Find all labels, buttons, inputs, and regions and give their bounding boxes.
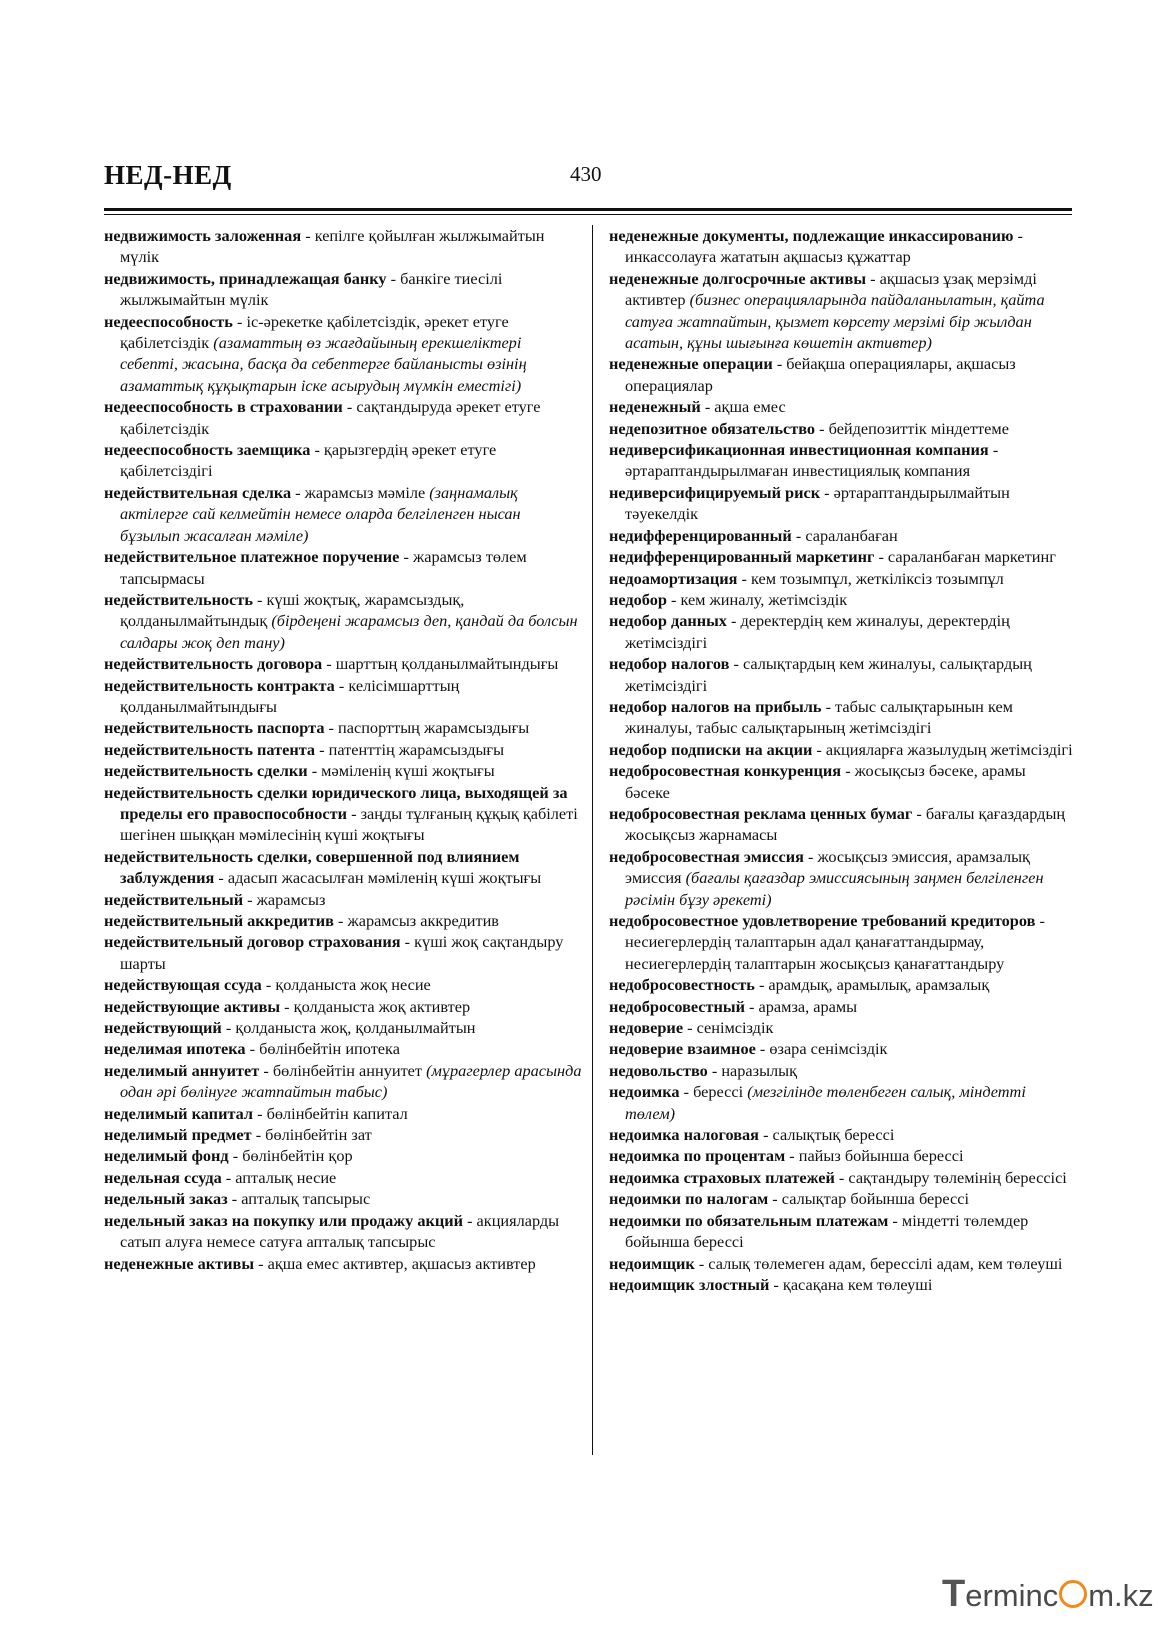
entry-term: недобросовестная реклама ценных бумаг [609, 803, 913, 823]
entry-term: недействительность контракта [104, 675, 335, 695]
dictionary-entry [104, 1103, 582, 1124]
entry-term: недействительное платежное поручение [104, 547, 400, 567]
dictionary-entry [609, 996, 1073, 1017]
dictionary-entry [104, 739, 582, 760]
entry-definition: - кем жиналу, жетімсіздік [666, 589, 848, 609]
dictionary-entry [104, 1124, 582, 1145]
entry-definition: - ақшасыз ұзақ мерзімді активтер [625, 268, 1037, 310]
entry-definition: - бағалы қағаздардың жосықсыз жарнамасы [625, 803, 1066, 845]
entry-definition: - бөлінбейтін аннуитет [259, 1060, 427, 1080]
entry-definition: - кепілге қойылған жылжымайтын мүлік [120, 226, 545, 267]
entry-term: неденежные документы, подлежащие инкассированию [609, 226, 1014, 245]
left-column [104, 225, 582, 1274]
entry-definition: - күші жоқ сақтандыру шарты [120, 932, 564, 973]
entry-note: (мұрагерлер арасында одан әрі бөлінуге жатпайтын табыс) [120, 1060, 582, 1102]
dictionary-entry [104, 931, 582, 974]
entry-definition: - салық төлемеген адам, берессілі адам, кем төлеуші [694, 1253, 1063, 1273]
logo-text-end: m.kz [1088, 1578, 1154, 1613]
entry-term: недобросовестная конкуренция [609, 761, 842, 781]
entry-definition: - салықтық берессі [759, 1125, 895, 1145]
entry-definition: - берессі [679, 1082, 748, 1102]
dictionary-entry [104, 1060, 582, 1103]
entry-definition: - пайыз бойынша берессі [785, 1146, 964, 1166]
dictionary-entry [609, 396, 1073, 417]
dictionary-entry [104, 974, 582, 995]
entry-term: недифференцированный маркетинг [609, 547, 875, 567]
entry-term: недействительность сделки юридического лица, выходящей за пределы его правоспособности [104, 782, 568, 823]
entry-term: недоимки по налогам [609, 1189, 769, 1209]
entry-note: (заңнамалық актілерге сай келмейтін немесе оларда белгіленген нысан бұзылып жасалған мәміле) [120, 482, 521, 545]
entry-definition: - патенттің жарамсыздығы [315, 739, 505, 759]
entry-term: недействительный аккредитив [104, 911, 334, 930]
entry-definition: - сақтандыруда әрекет етуге қабілетсіздік [120, 397, 541, 438]
dictionary-entry [609, 696, 1073, 739]
entry-definition: - келісімшарттың қолданылмайтындығы [120, 675, 460, 716]
dictionary-entry [609, 1038, 1073, 1059]
entry-term: недобор [609, 589, 667, 609]
dictionary-entry [609, 1188, 1073, 1209]
entry-definition: - банкіге тиесілі жылжымайтын мүлік [120, 268, 503, 310]
entry-definition: - бейдепозиттік міндеттеме [815, 418, 1009, 438]
dictionary-entry [104, 1145, 582, 1166]
entry-term: недоимка по процентам [609, 1146, 786, 1166]
entry-term: недействующий [104, 1018, 222, 1038]
dictionary-entry [104, 846, 582, 889]
entry-definition: - инкассолауға жататын ақшасыз құжаттар [625, 226, 1023, 267]
entry-definition: - жарамсыз мәміле [291, 482, 430, 502]
dictionary-entry [609, 1145, 1073, 1166]
dictionary-entry [609, 739, 1073, 760]
entry-term: недобор данных [609, 611, 727, 631]
entry-definition: - жарамсыз аккредитив [333, 911, 499, 930]
dictionary-entry [104, 717, 582, 738]
entry-definition: - салықтар бойынша берессі [768, 1189, 969, 1209]
dictionary-entry [104, 889, 582, 910]
entry-definition: - сақтандыру төлемінің берессісі [834, 1167, 1067, 1187]
entry-term: недобросовестная эмиссия [609, 846, 804, 866]
entry-term: недиверсификационная инвестиционная компания [609, 440, 989, 460]
header-rule-thin [104, 214, 1072, 215]
entry-term: неденежные активы [104, 1253, 255, 1273]
entry-definition: - бөлінбейтін капитал [253, 1103, 408, 1123]
entry-term: недельная ссуда [104, 1167, 222, 1187]
dictionary-entry [104, 1253, 582, 1274]
entry-definition: - несиегерлердің талаптарын адал қанағаттандырмау, несиегерлердің талаптарын жосықсыз қанағаттандыру [625, 911, 1045, 973]
entry-term: недвижимость заложенная [104, 226, 302, 245]
entry-definition: - сараланбаған маркетинг [874, 547, 1056, 567]
entry-term: недифференцированный [609, 525, 792, 545]
entry-term: недействительный [104, 889, 244, 909]
dictionary-entry [104, 1038, 582, 1059]
entry-definition: - жарамсыз төлем тапсырмасы [120, 547, 527, 588]
dictionary-entry [609, 1210, 1073, 1253]
dictionary-entry [609, 225, 1073, 268]
dictionary-entry [609, 610, 1073, 653]
dictionary-entry [609, 568, 1073, 589]
dictionary-entry [609, 1167, 1073, 1188]
entry-term: недоверие [609, 1018, 684, 1038]
entry-note: (бірдеңені жарамсыз деп, қандай да болсын салдары жоқ деп тану) [120, 611, 578, 652]
entry-term: недобросовестность [609, 975, 755, 995]
dictionary-entry [609, 1081, 1073, 1124]
entry-definition: - табыс салықтарынын кем жиналуы, табыс салықтарының жетімсіздігі [625, 696, 1013, 738]
dictionary-entry [609, 482, 1073, 525]
dictionary-entry [609, 589, 1073, 610]
entry-definition: - адасып жасасылған мәміленің күші жоқтығы [214, 868, 542, 888]
entry-term: неденежные операции [609, 354, 773, 374]
header-rule [104, 208, 1072, 211]
entry-definition: - қолданыста жоқ несие [261, 975, 431, 995]
dictionary-entry [609, 760, 1073, 803]
entry-term: недепозитное обязательство [609, 418, 816, 438]
entry-term: недобор налогов на прибыль [609, 696, 822, 716]
entry-term: недоверие взаимное [609, 1039, 756, 1059]
entry-definition: - қарызгердің әрекет етуге қабілетсіздігі [120, 440, 497, 481]
entry-term: недействительность сделки [104, 761, 308, 781]
entry-definition: - деректердің кем жиналуы, деректердің жетімсіздігі [625, 611, 1010, 652]
entry-term: недоимка страховых платежей [609, 1167, 835, 1187]
entry-term: недобросовестный [609, 996, 745, 1016]
entry-definition: - қолданыста жоқ активтер [280, 996, 471, 1016]
dictionary-entry [609, 653, 1073, 696]
entry-term: недобор налогов [609, 654, 730, 674]
dictionary-entry [104, 268, 582, 311]
dictionary-entry [104, 482, 582, 546]
entry-term: неделимый аннуитет [104, 1060, 260, 1080]
dictionary-entry [609, 268, 1073, 354]
site-logo[interactable] [942, 1573, 1154, 1617]
dictionary-entry [104, 439, 582, 482]
dictionary-entry [104, 589, 582, 653]
entry-definition: - іс-әрекетке қабілетсіздік, әрекет етуге қабілетсіздік [120, 311, 509, 353]
dictionary-entry [609, 1124, 1073, 1145]
dictionary-entry [104, 782, 582, 846]
dictionary-entry [104, 675, 582, 718]
entry-definition: - салықтардың кем жиналуы, салықтардың жетімсіздігі [625, 654, 1032, 695]
page-number: 430 [570, 162, 602, 186]
entry-definition: - акцияларды сатып алуға немесе сатуға апталық тапсырыс [120, 1210, 560, 1252]
entry-definition: - ақша емес [700, 397, 786, 417]
entry-term: недействительность паспорта [104, 718, 325, 738]
entry-definition: - кем тозымпұл, жеткіліксіз тозымпұл [737, 568, 1004, 588]
entry-term: недееспособность [104, 311, 233, 331]
entry-term: неделимый капитал [104, 1103, 254, 1123]
entry-term: недействующие активы [104, 996, 281, 1016]
entry-definition: - бөлінбейтін зат [251, 1125, 372, 1145]
entry-term: недействительность патента [104, 739, 316, 759]
entry-term: неделимый фонд [104, 1146, 229, 1166]
entry-term: недоимка налоговая [609, 1125, 759, 1145]
entry-term: недействительный договор страхования [104, 932, 401, 952]
dictionary-entry [609, 418, 1073, 439]
column-divider [592, 225, 593, 1455]
entry-definition: - акцияларға жазылудың жетімсіздігі [812, 739, 1073, 759]
entry-definition: - арамза, арамы [744, 996, 858, 1016]
dictionary-entry [104, 760, 582, 781]
entry-definition: - паспорттың жарамсыздығы [324, 718, 530, 738]
dictionary-entry [104, 546, 582, 589]
entry-term: недействительная сделка [104, 482, 292, 502]
entry-term: неделимый предмет [104, 1125, 252, 1145]
entry-term: недельный заказ [104, 1189, 228, 1209]
entry-term: недействительность [104, 589, 253, 609]
running-head: НЕД-НЕД [104, 160, 232, 190]
entry-term: недобор подписки на акции [609, 739, 813, 759]
entry-term: недоимки по обязательным платежам [609, 1210, 889, 1230]
entry-note: (мезгілінде төленбеген салық, міндетті төлем) [625, 1082, 1026, 1123]
entry-definition: - арамдық, арамылық, арамзалық [754, 975, 990, 995]
dictionary-entry [104, 1167, 582, 1188]
dictionary-entry [609, 1274, 1073, 1295]
dictionary-entry [104, 1188, 582, 1209]
entry-definition: - әртараптандырылмайтын тәуекелдік [625, 482, 1010, 524]
entry-definition: - апталық несие [221, 1167, 337, 1187]
dictionary-entry [609, 803, 1073, 846]
dictionary-entry [609, 1060, 1073, 1081]
dictionary-entry [104, 1017, 582, 1038]
entry-term: недействующая ссуда [104, 975, 262, 995]
entry-term: неделимая ипотека [104, 1039, 246, 1059]
entry-definition: - қолданыста жоқ, қолданылмайтын [221, 1018, 476, 1038]
entry-definition: - апталық тапсырыс [227, 1189, 371, 1209]
entry-definition: - жосықсыз бәсеке, арамы бәсеке [625, 761, 1026, 802]
entry-definition: - әртараптандырылмаған инвестициялық компания [625, 440, 999, 481]
dictionary-entry [104, 225, 582, 268]
dictionary-entry [104, 653, 582, 674]
entry-definition: - бейақша операциялары, ақшасыз операциялар [625, 354, 1016, 395]
entry-term: неденежный [609, 397, 701, 417]
entry-term: недееспособность в страховании [104, 397, 343, 417]
entry-definition: - заңды тұлғаның құқық қабілеті шегінен шыққан мәмілесінің күші жоқтығы [120, 803, 578, 845]
dictionary-entry [609, 1253, 1073, 1274]
entry-definition: - міндетті төлемдер бойынша берессі [625, 1210, 1029, 1252]
entry-definition: - мәміленің күші жоқтығы [307, 761, 495, 781]
entry-term: недвижимость, принадлежащая банку [104, 268, 387, 288]
entry-definition: - өзара сенімсіздік [755, 1039, 888, 1059]
right-column [609, 225, 1073, 1295]
entry-term: недоимка [609, 1082, 680, 1102]
dictionary-entry [609, 910, 1073, 974]
entry-term: недоимщик злостный [609, 1274, 770, 1294]
entry-note: (бағалы қағаздар эмиссиясының заңмен белгіленген рәсімін бұзу әрекеті) [625, 868, 1044, 909]
dictionary-entry [104, 910, 582, 931]
entry-definition: - сараланбаған [791, 525, 898, 545]
entry-term: недействительность сделки, совершенной под влиянием заблуждения [104, 846, 520, 888]
logo-text-middle: erminc [965, 1578, 1059, 1613]
logo-letter-t: T [942, 1573, 966, 1615]
dictionary-entry [104, 311, 582, 397]
entry-definition: - жосықсыз эмиссия, арамзалық эмиссия [625, 846, 1030, 888]
dictionary-entry [609, 1017, 1073, 1038]
entry-term: недействительность договора [104, 654, 323, 674]
entry-definition: - бөлінбейтін қор [228, 1146, 353, 1166]
dictionary-entry [609, 439, 1073, 482]
entry-definition: - сенімсіздік [683, 1018, 774, 1038]
dictionary-entry [609, 353, 1073, 396]
entry-definition: - жарамсыз [243, 889, 326, 909]
entry-definition: - бөлінбейтін ипотека [245, 1039, 400, 1059]
entry-note: (азаматтың өз жағдайының ерекшеліктері себепті, жасына, басқа да себептерге байланысты өзінің азаматтық құқықтарын іске асырудың мүмкін еместігі) [120, 333, 527, 395]
dictionary-entry [104, 996, 582, 1017]
entry-definition: - ақша емес активтер, ақшасыз активтер [254, 1253, 536, 1273]
entry-term: неденежные долгосрочные активы [609, 268, 867, 288]
entry-definition: - күші жоқтық, жарамсыздық, қолданылмайтындық [120, 589, 465, 631]
entry-term: недовольство [609, 1060, 708, 1080]
entry-term: недееспособность заемщика [104, 440, 311, 460]
entry-term: недельный заказ на покупку или продажу акций [104, 1210, 463, 1230]
dictionary-entry [104, 396, 582, 439]
entry-term: недиверсифицируемый риск [609, 482, 821, 502]
dictionary-entry [609, 525, 1073, 546]
dictionary-entry [609, 546, 1073, 567]
entry-definition: - шарттың қолданылмайтындығы [322, 654, 559, 674]
entry-definition: - наразылық [707, 1060, 797, 1080]
logo-o-ring-icon [1059, 1580, 1087, 1608]
entry-term: недоамортизация [609, 568, 738, 588]
dictionary-entry [609, 846, 1073, 910]
dictionary-entry [609, 974, 1073, 995]
entry-definition: - қасақана кем төлеуші [769, 1274, 933, 1294]
dictionary-entry [104, 1210, 582, 1253]
entry-term: недоимщик [609, 1253, 695, 1273]
entry-term: недобросовестное удовлетворение требований кредиторов [609, 911, 1036, 930]
entry-note: (бизнес операцияларында пайдаланылатын, қайта сатуға жатпайтын, қызмет көрсету мерзімі бір жылдан асатын, құны шығынға көшетін активтер) [625, 290, 1045, 353]
page-header [104, 152, 1072, 212]
